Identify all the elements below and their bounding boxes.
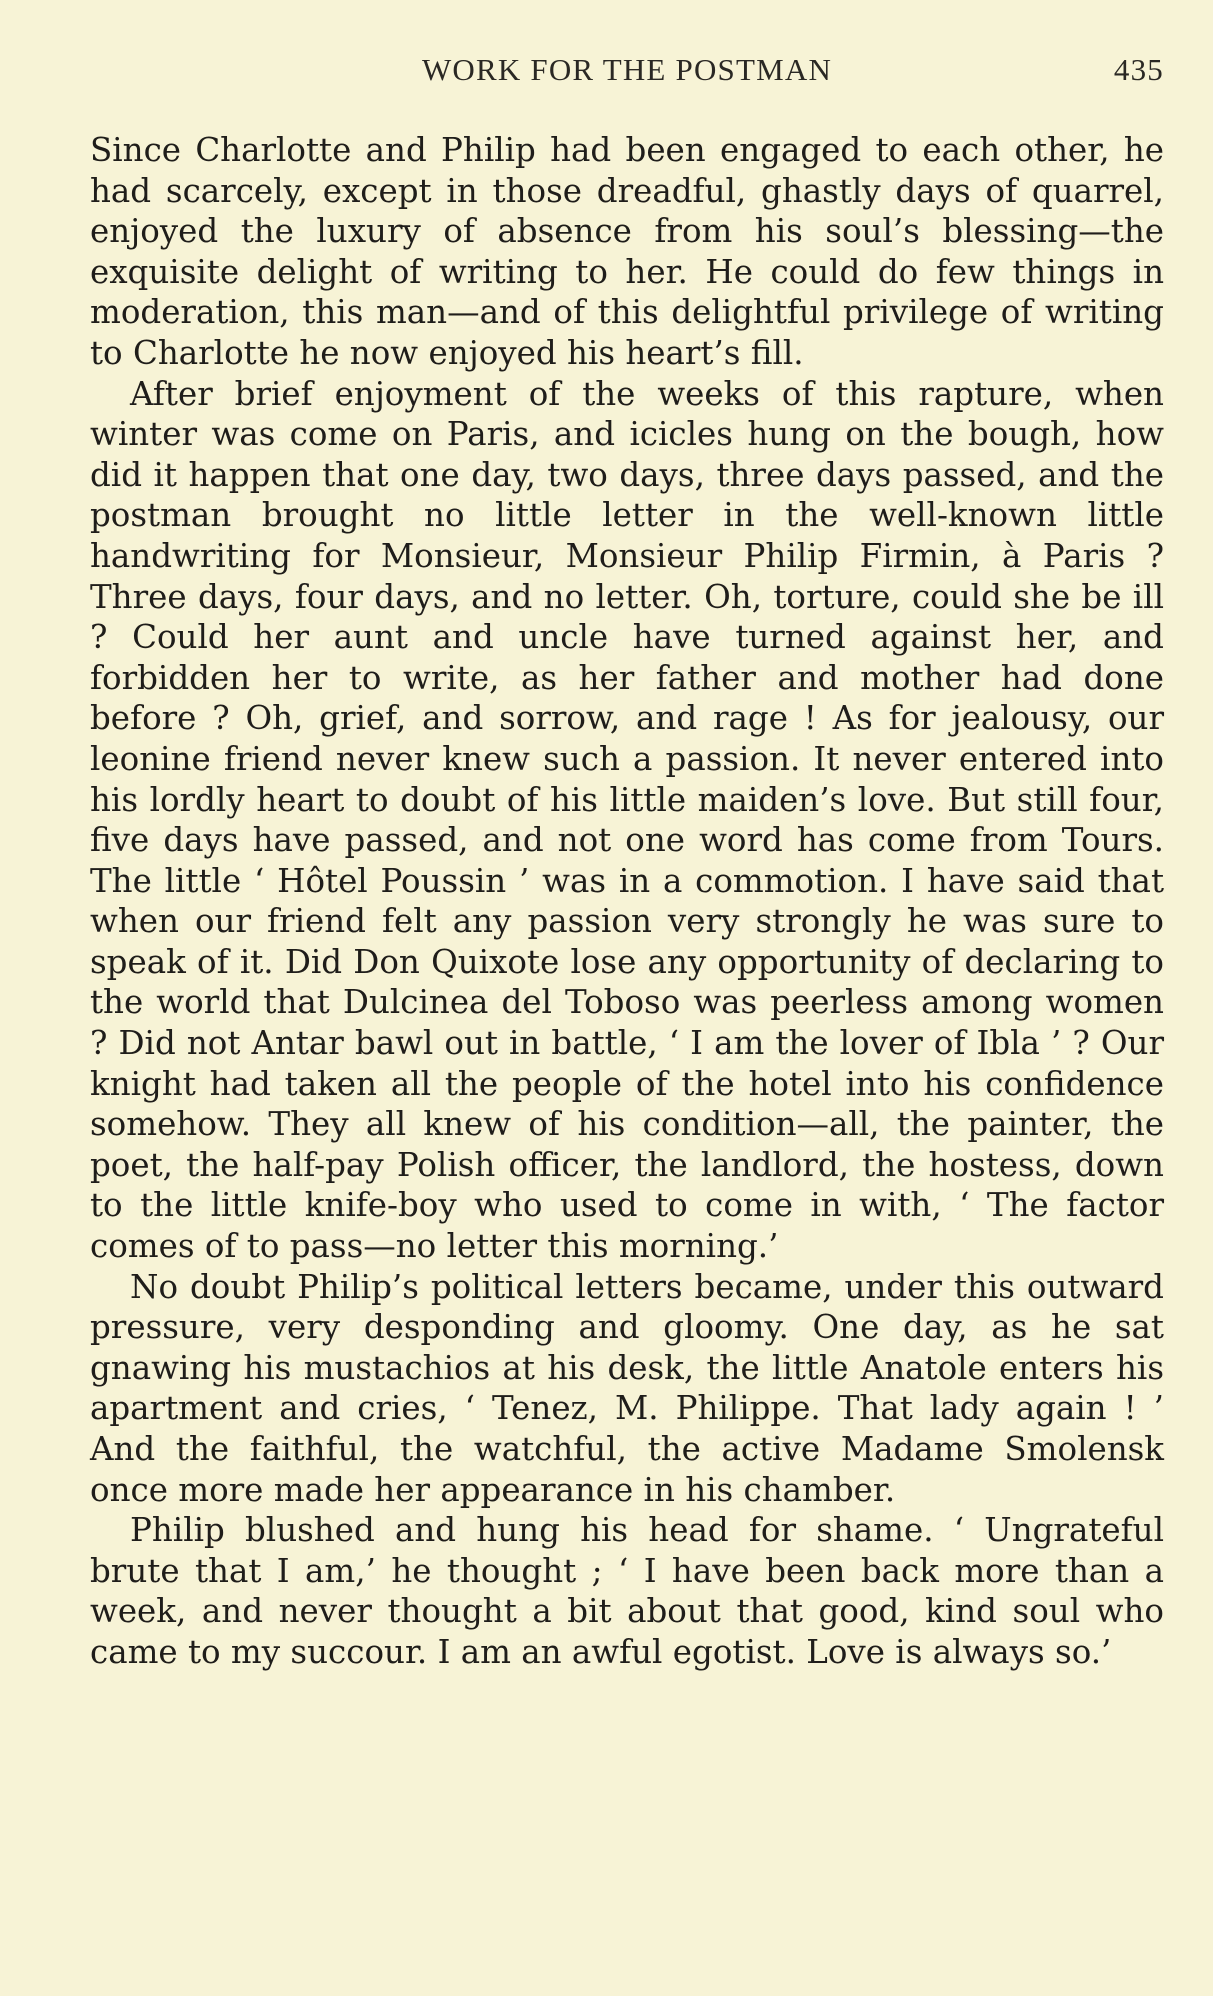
running-title: WORK FOR THE POSTMAN (421, 52, 833, 87)
body-text (90, 130, 1164, 1673)
paragraph: No doubt Philip’s political letters became, under this outward pressure, very desponding and gloomy. One day, as he sat gnawing his mustachios at his desk, the little Anatole enters his apartment and cries, ‘ Tenez, M. Philippe. That lady again ! ’ And the faithful, the watchful, the active Madame Smolensk once more made her appearance in his chamber. (90, 1267, 1164, 1509)
page-number: 435 (1113, 52, 1164, 87)
running-header (90, 52, 1164, 96)
paragraph: Since Charlotte and Philip had been engaged to each other, he had scarcely, except in those dreadful, ghastly days of quarrel, enjoyed the luxury of absence from his soul’s blessing—the exquisite delight of writing to her. He could do few things in moderation, this man—and of this delightful privilege of writing to Charlotte he now enjoyed his heart’s fill. (90, 131, 1164, 372)
paragraph: Philip blushed and hung his head for shame. ‘ Ungrateful brute that I am,’ he thought ; ‘ I have been back more than a week, and never thought a bit about that good, kind soul who came to my succour. I am an awful egotist. Love is always so.’ (90, 1511, 1164, 1671)
paragraph: After brief enjoyment of the weeks of this rapture, when winter was come on Paris, and icicles hung on the bough, how did it happen that one day, two days, three days passed, and the postman brought no little letter in the well-known little handwriting for Monsieur, Monsieur Philip Firmin, à Paris ? Three days, four days, and no letter. Oh, torture, could she be ill ? Could her aunt and uncle have turned against her, and forbidden her to write, as her father and mother had done before ? Oh, grief, and sorrow, and rage ! As for jealousy, our leonine friend never knew such a passion. It never entered into his lordly heart to doubt of his little maiden’s love. But still four, five days have passed, and not one word has come from Tours. The little ‘ Hôtel Poussin ’ was in a commotion. I have said that when our friend felt any passion very strongly he was sure to speak of it. Did Don Quixote lose any opportunity of declaring to the world that Dulcinea del Toboso was peerless among women ? Did not Antar bawl out in battle, ‘ I am the lover of Ibla ’ ? Our knight had taken all the people of the hotel into his confidence somehow. They all knew of his condition—all, the painter, the poet, the half-pay Polish officer, the landlord, the hostess, down to the little knife-boy who used to come in with, ‘ The factor comes of to pass—no letter this morning.’ (90, 374, 1164, 1266)
